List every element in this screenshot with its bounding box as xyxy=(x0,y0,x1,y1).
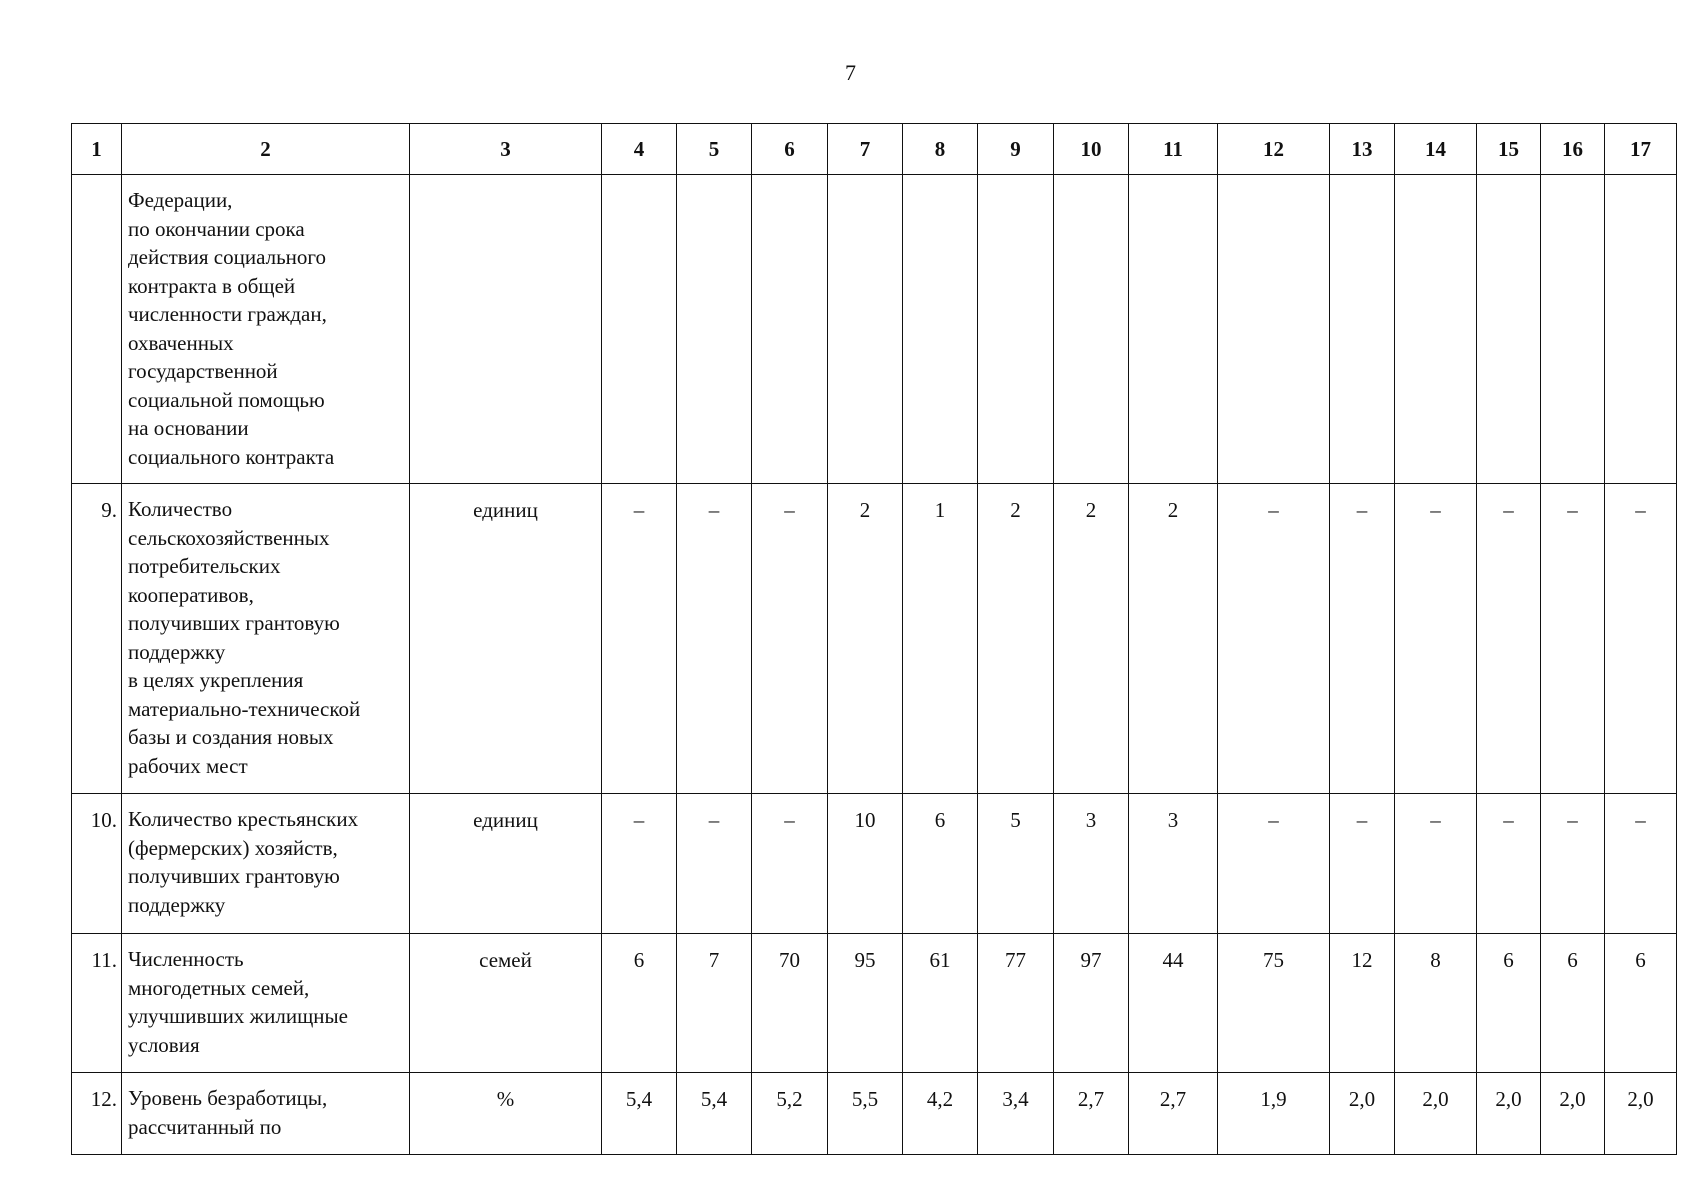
indicator-name xyxy=(122,1073,410,1155)
column-header-5: 5 xyxy=(677,124,752,175)
value-cell: 6 xyxy=(602,934,677,1073)
value-cell xyxy=(752,175,828,484)
value-cell: 95 xyxy=(828,934,903,1073)
indicator-name-line: получивших грантовую xyxy=(128,864,340,888)
indicator-name-line: государственной xyxy=(128,359,278,383)
column-header-1: 1 xyxy=(72,124,122,175)
value-cell: 8 xyxy=(1395,934,1477,1073)
unit-cell xyxy=(410,175,602,484)
value-cell: 97 xyxy=(1054,934,1129,1073)
indicator-name xyxy=(122,175,410,484)
value-cell xyxy=(1054,175,1129,484)
unit-cell: единиц xyxy=(410,794,602,934)
value-cell: 61 xyxy=(903,934,978,1073)
column-header-12: 12 xyxy=(1218,124,1330,175)
column-header-10: 10 xyxy=(1054,124,1129,175)
value-cell: 2,0 xyxy=(1477,1073,1541,1155)
column-header-4: 4 xyxy=(602,124,677,175)
indicator-name-line: материально-технической xyxy=(128,696,361,721)
unit-cell: % xyxy=(410,1073,602,1155)
value-cell: 2 xyxy=(1129,484,1218,794)
value-cell xyxy=(1541,175,1605,484)
table-row xyxy=(72,175,1677,484)
value-cell: 2,0 xyxy=(1330,1073,1395,1155)
value-cell: 3 xyxy=(1054,794,1129,934)
value-cell: 3 xyxy=(1129,794,1218,934)
column-header-2: 2 xyxy=(122,124,410,175)
column-header-16: 16 xyxy=(1541,124,1605,175)
value-cell: 75 xyxy=(1218,934,1330,1073)
value-cell: – xyxy=(752,794,828,934)
value-cell: 2 xyxy=(978,484,1054,794)
indicator-name-line: (фермерских) хозяйств, xyxy=(128,835,338,860)
indicator-name-line: Численность xyxy=(128,947,244,971)
value-cell xyxy=(1330,175,1395,484)
table-row xyxy=(72,1073,1677,1155)
value-cell: – xyxy=(752,484,828,794)
indicator-name-line: на основании xyxy=(128,416,249,440)
column-header-14: 14 xyxy=(1395,124,1477,175)
indicator-name-line: поддержку xyxy=(128,639,226,664)
row-number: 10. xyxy=(72,794,122,934)
value-cell: 2 xyxy=(1054,484,1129,794)
value-cell: – xyxy=(677,794,752,934)
indicator-name-line: Количество xyxy=(128,497,233,521)
indicator-name-line: получивших грантовую xyxy=(128,611,340,635)
value-cell xyxy=(828,175,903,484)
unit-cell: единиц xyxy=(410,484,602,794)
value-cell: 1,9 xyxy=(1218,1073,1330,1155)
value-cell: – xyxy=(1477,794,1541,934)
value-cell: 7 xyxy=(677,934,752,1073)
value-cell: 77 xyxy=(978,934,1054,1073)
table-row xyxy=(72,934,1677,1073)
indicator-name-line: социального контракта xyxy=(128,444,335,469)
column-header-3: 3 xyxy=(410,124,602,175)
indicator-name-line: действия социального xyxy=(128,245,326,269)
column-header-13: 13 xyxy=(1330,124,1395,175)
column-header-17: 17 xyxy=(1605,124,1677,175)
value-cell xyxy=(1477,175,1541,484)
table-header-row xyxy=(72,124,1677,175)
row-number: 11. xyxy=(72,934,122,1073)
value-cell xyxy=(602,175,677,484)
indicator-name-line: сельскохозяйственных xyxy=(128,525,330,550)
value-cell: 5 xyxy=(978,794,1054,934)
indicator-name-line: базы и создания новых xyxy=(128,725,334,749)
value-cell: 5,4 xyxy=(677,1073,752,1155)
value-cell xyxy=(903,175,978,484)
value-cell: – xyxy=(1541,484,1605,794)
value-cell: – xyxy=(602,794,677,934)
value-cell: – xyxy=(1330,484,1395,794)
value-cell: 6 xyxy=(1605,934,1677,1073)
column-header-9: 9 xyxy=(978,124,1054,175)
unit-cell: семей xyxy=(410,934,602,1073)
indicator-name-line: потребительских xyxy=(128,554,281,578)
indicator-name-line: кооперативов, xyxy=(128,582,254,607)
value-cell: 10 xyxy=(828,794,903,934)
indicator-name-line: контракта в общей xyxy=(128,273,296,298)
value-cell: 6 xyxy=(1477,934,1541,1073)
indicator-name-line: по окончании срока xyxy=(128,216,305,241)
value-cell: – xyxy=(1218,484,1330,794)
value-cell: – xyxy=(1541,794,1605,934)
value-cell: 6 xyxy=(1541,934,1605,1073)
column-header-11: 11 xyxy=(1129,124,1218,175)
value-cell: 5,4 xyxy=(602,1073,677,1155)
value-cell: 6 xyxy=(903,794,978,934)
indicator-name xyxy=(122,934,410,1073)
value-cell: 44 xyxy=(1129,934,1218,1073)
indicator-name-line: Уровень безработицы, xyxy=(128,1086,328,1110)
indicator-name-line: многодетных семей, xyxy=(128,975,310,1000)
column-header-7: 7 xyxy=(828,124,903,175)
value-cell: – xyxy=(1218,794,1330,934)
row-number xyxy=(72,175,122,484)
value-cell: – xyxy=(1395,484,1477,794)
value-cell: 2,0 xyxy=(1605,1073,1677,1155)
indicators-table xyxy=(71,123,1677,1155)
value-cell xyxy=(978,175,1054,484)
indicator-name-line: улучшивших жилищные xyxy=(128,1004,348,1028)
value-cell: 5,5 xyxy=(828,1073,903,1155)
column-header-8: 8 xyxy=(903,124,978,175)
value-cell: – xyxy=(1330,794,1395,934)
value-cell: – xyxy=(1477,484,1541,794)
indicator-name-line: в целях укрепления xyxy=(128,668,304,692)
value-cell: 2,0 xyxy=(1541,1073,1605,1155)
value-cell xyxy=(1395,175,1477,484)
value-cell: 2,0 xyxy=(1395,1073,1477,1155)
indicator-name xyxy=(122,484,410,794)
indicator-name-line: охваченных xyxy=(128,330,234,355)
value-cell: 2,7 xyxy=(1129,1073,1218,1155)
value-cell: 12 xyxy=(1330,934,1395,1073)
indicator-name-line: Количество крестьянских xyxy=(128,807,359,831)
indicator-name-line: социальной помощью xyxy=(128,387,325,412)
table-row xyxy=(72,794,1677,934)
value-cell: 3,4 xyxy=(978,1073,1054,1155)
value-cell xyxy=(1129,175,1218,484)
indicator-name-line: рабочих мест xyxy=(128,753,248,778)
value-cell: – xyxy=(602,484,677,794)
row-number: 12. xyxy=(72,1073,122,1155)
row-number: 9. xyxy=(72,484,122,794)
value-cell xyxy=(677,175,752,484)
value-cell: 70 xyxy=(752,934,828,1073)
value-cell xyxy=(1218,175,1330,484)
value-cell: 2,7 xyxy=(1054,1073,1129,1155)
value-cell: – xyxy=(1395,794,1477,934)
page-number: 7 xyxy=(845,60,856,85)
value-cell xyxy=(1605,175,1677,484)
indicator-name-line: рассчитанный по xyxy=(128,1114,282,1139)
indicator-name xyxy=(122,794,410,934)
indicator-name-line: численности граждан, xyxy=(128,302,327,326)
indicator-name-line: поддержку xyxy=(128,892,226,917)
value-cell: – xyxy=(1605,484,1677,794)
indicator-name-line: условия xyxy=(128,1032,200,1057)
column-header-6: 6 xyxy=(752,124,828,175)
value-cell: 5,2 xyxy=(752,1073,828,1155)
value-cell: 1 xyxy=(903,484,978,794)
column-header-15: 15 xyxy=(1477,124,1541,175)
value-cell: 2 xyxy=(828,484,903,794)
table-row xyxy=(72,484,1677,794)
value-cell: – xyxy=(677,484,752,794)
value-cell: 4,2 xyxy=(903,1073,978,1155)
indicator-name-line: Федерации, xyxy=(128,188,233,212)
value-cell: – xyxy=(1605,794,1677,934)
